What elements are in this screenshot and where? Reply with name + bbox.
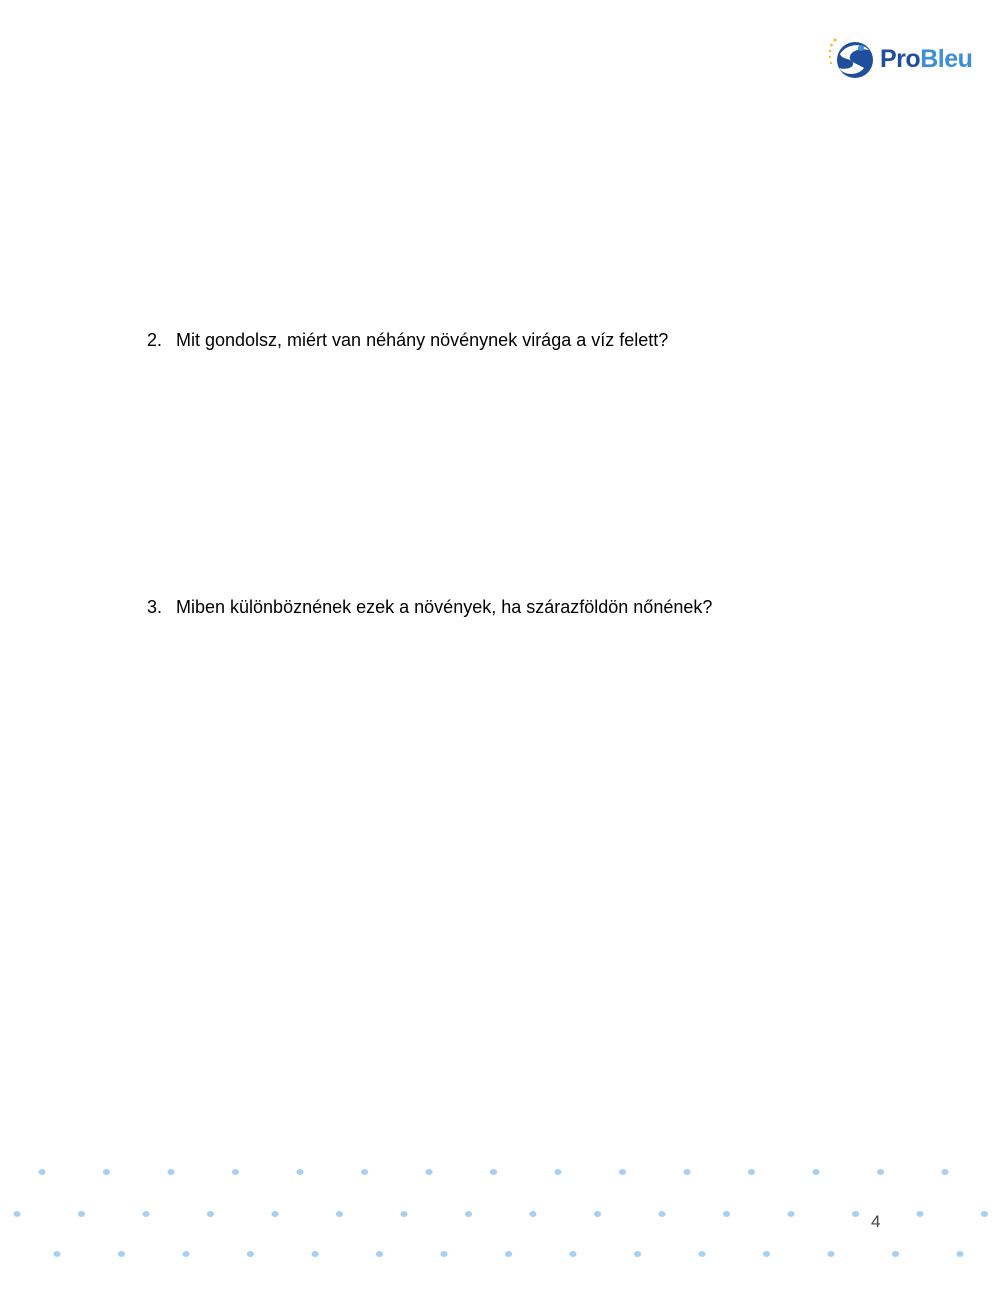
- footer-dot: [981, 1211, 988, 1217]
- footer-dot: [336, 1211, 343, 1217]
- footer-dot: [787, 1211, 794, 1217]
- footer-dot: [182, 1251, 189, 1257]
- footer-dot-pattern: [0, 1150, 1000, 1280]
- footer-dot: [956, 1251, 963, 1257]
- footer-dot: [490, 1169, 497, 1175]
- footer-dot: [594, 1211, 601, 1217]
- probleu-logo-icon: [828, 36, 876, 82]
- footer-dot: [271, 1211, 278, 1217]
- footer-dot: [723, 1211, 730, 1217]
- footer-dot: [425, 1169, 432, 1175]
- footer-dot: [400, 1211, 407, 1217]
- footer-dot: [892, 1251, 899, 1257]
- footer-dot: [103, 1169, 110, 1175]
- question-2-text: Mit gondolsz, miért van néhány növénynek virága a víz felett?: [176, 330, 669, 350]
- footer-dot: [658, 1211, 665, 1217]
- logo-text-bleu: Bleu: [920, 45, 973, 73]
- footer-dot: [232, 1169, 239, 1175]
- footer-dot: [569, 1251, 576, 1257]
- question-2-number: 2.: [147, 330, 163, 350]
- footer-dot: [167, 1169, 174, 1175]
- question-3: [147, 596, 712, 618]
- footer-dot: [683, 1169, 690, 1175]
- footer-dot: [634, 1251, 641, 1257]
- question-3-text: Miben különböznének ezek a növények, ha szárazföldön nőnének?: [176, 597, 713, 617]
- footer-dot: [852, 1211, 859, 1217]
- page-number: 4: [871, 1212, 881, 1231]
- footer-dot: [465, 1211, 472, 1217]
- footer-dot: [812, 1169, 819, 1175]
- footer-dot: [748, 1169, 755, 1175]
- footer-dot: [207, 1211, 214, 1217]
- question-2: [147, 329, 668, 351]
- footer-dot: [78, 1211, 85, 1217]
- footer-dot: [247, 1251, 254, 1257]
- footer-dot: [941, 1169, 948, 1175]
- footer-dot: [440, 1251, 447, 1257]
- footer-dot: [554, 1169, 561, 1175]
- footer-dot: [619, 1169, 626, 1175]
- footer-dot: [827, 1251, 834, 1257]
- footer-dot: [13, 1211, 20, 1217]
- footer-dot: [529, 1211, 536, 1217]
- logo-text: [880, 36, 972, 82]
- footer-dot: [118, 1251, 125, 1257]
- footer-dot: [505, 1251, 512, 1257]
- footer-dot: [916, 1211, 923, 1217]
- question-3-number: 3.: [147, 597, 163, 617]
- footer-dot: [296, 1169, 303, 1175]
- footer-dot: [877, 1169, 884, 1175]
- logo-text-pro: Pro: [880, 45, 921, 73]
- probleu-logo: [828, 36, 988, 82]
- footer-dot: [311, 1251, 318, 1257]
- footer-dot: [53, 1251, 60, 1257]
- footer-dot: [361, 1169, 368, 1175]
- footer-dot: [376, 1251, 383, 1257]
- footer-dot: [763, 1251, 770, 1257]
- footer-dot: [142, 1211, 149, 1217]
- footer-dot: [38, 1169, 45, 1175]
- footer-dot: [698, 1251, 705, 1257]
